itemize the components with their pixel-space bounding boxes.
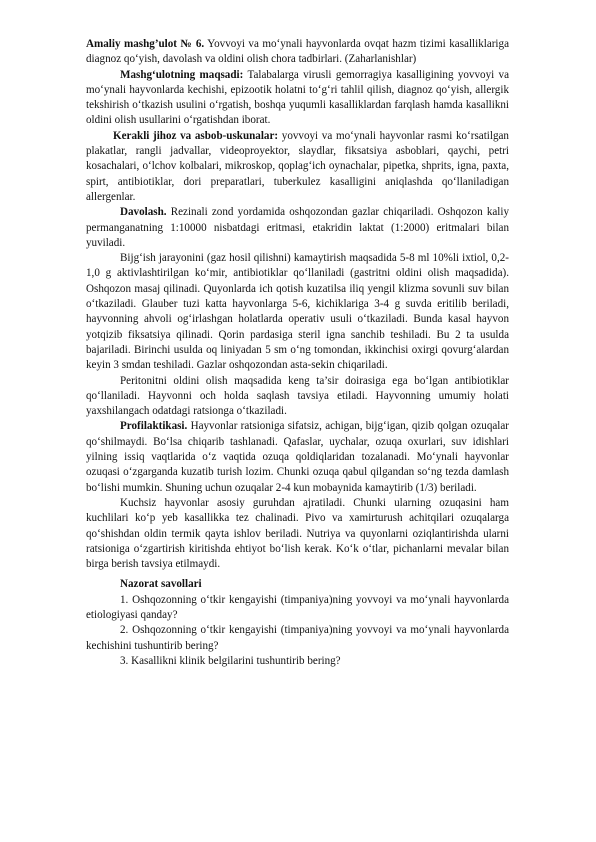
lesson-topic: Yovvoyi va mo‘ynali hayvonlarda ovqat hazm tizimi kasalliklariga diagnoz qo‘yish, davolash va oldini olish chora tadbirlari. (Zaharlanishlar) [86, 38, 509, 66]
intro-paragraph [86, 37, 509, 68]
control-question: 1. Oshqozonning o‘tkir kengayishi (timpaniya)ning yovvoyi va mo‘ynali hayvonlarda etiologiyasi qanday? [86, 593, 509, 621]
document-page [86, 37, 509, 669]
goal-paragraph [86, 68, 509, 129]
treatment-paragraph-3: Peritonitni oldini olish maqsadida keng ta’sir doirasiga ega bo‘lgan antibiotiklar qo‘llaniladi. Hayvonni och holda saqlash tavsiya etiladi. Hayvonning umumiy holati yaxshilangach odatdagi ratsionga o‘tkaziladi. [86, 374, 509, 418]
prevention-paragraph [86, 419, 509, 495]
lesson-title: Amaliy mashg’ulot № 6. [86, 38, 205, 50]
equipment-paragraph [86, 129, 509, 205]
goal-label: Mashg‘ulotning maqsadi: [120, 68, 244, 81]
equipment-label: Kerakli jihoz va asbob-uskunalar: [113, 129, 279, 142]
equipment-text: yovvoyi va mo‘ynali hayvonlar rasmi ko‘rsatilgan plakatlar, rangli jadvallar, videoproyektor, slaydlar, fiksatsiya asboblari, qaychi, petri kosachalari, o‘lchov kolbalari, mikroskop, qoplag‘ich oynachalar, pipetka, shprits, igna, paxta, spirt, antibiotiklar, dori preparatlari, tuberkulez kasalligini aniqlashda qo‘llaniladigan allergenlar. [86, 129, 509, 203]
prevention-text: Hayvonlar ratsioniga sifatsiz, achigan, bijg‘igan, qizib qolgan ozuqalar qo‘shilmaydi. Bo‘lsa chiqarib tashlanadi. Qafaslar, uychalar, ozuqa oxurlari, suv idishlari yilning issiq vaqtlarida o‘z vaqtida ozuqa qoldiqlaridan tozalanadi. Mo‘ynali hayvonlar ozuqasi o‘zgarganda kuzatib turish lozim. Chunki ozuqa qabul qilgandan so‘ng tezda damlash bo‘lishi mumkin. Shuning uchun ozuqalar 2-4 kun mobaynida kamaytirib (1/3) beriladi. [86, 420, 509, 494]
treatment-paragraph [86, 205, 509, 251]
prevention-label: Profilaktikasi. [120, 420, 188, 433]
goal-text: Talabalarga virusli gemorragiya kasalligining yovvoyi va mo‘ynali hayvonlarda kechishi, epizootik holatni to‘g‘ri tahlil qilish, diagnoz qo‘yish, allergik tekshirish o‘tkazish usulini o‘rgatish, boshqa yuqumli kasalliklardan farqlash hamda kasallikni oldini olish usullarini o‘rgatishdan iborat. [86, 68, 510, 127]
control-question: 2. Oshqozonning o‘tkir kengayishi (timpaniya)ning yovvoyi va mo‘ynali hayvonlarda kechishini tushuntirib bering? [86, 624, 509, 652]
control-questions-heading: Nazorat savollari [120, 578, 202, 591]
prevention-paragraph-2: Kuchsiz hayvonlar asosiy guruhdan ajratiladi. Chunki ularning ozuqasini ham kuchlilari ko‘p yeb kasallikka tez chalinadi. Pivo va xamirturush achitqilari ozuqalarga qo‘shishdan oldin termik qayta ishlov beriladi. Nutriya va quyonlarni oziqlantirishda ularni ratsioniga o‘zgartirish kiritishda ehtiyot bo‘lish kerak. Ko‘k o‘tlar, pichanlarni mevalar bilan birga berish tavsiya etilmaydi. [86, 496, 509, 571]
treatment-text: Rezinali zond yordamida oshqozondan gazlar chiqariladi. Oshqozon kaliy permanganatning 1:10000 nisbatdagi eritmasi, etakridin laktat (1:2000) eritmalari bilan yuviladi. [86, 206, 509, 249]
treatment-paragraph-2: Bijg‘ish jarayonini (gaz hosil qilishni) kamaytirish maqsadida 5-8 ml 10%li ixtiol, 0,2-1,0 g aktivlashtirilgan ko‘mir, antibiotiklar qo‘llaniladi (gastritni oldini olish maqsadida). Oshqozon masaj qilinadi. Quyonlarda ich qotish kuzatilsa iliq yengil klizma sovunli suv bilan o‘tkaziladi. Glauber tuzi katta hayvonlarga 5-6, kichiklariga 3-4 g suvda eritilib beriladi, hayvonning ahvoli og‘irlashgan holatlarda operativ usuli o‘tkaziladi. Bunda kasal hayvon yotqizib fiksatsiya qilinadi. Qorin pardasiga steril igna sanchib teshiladi. Bu 2 ta usulda bajariladi. Birinchi usulda oq liniyadan 5 sm o‘ng tomondan, ikkinchisi oxirgi qovurg‘alardan keyin 3 smdan teshiladi. Gazlar oshqozondan asta-sekin chiqariladi. [86, 252, 509, 372]
control-question: 3. Kasallikni klinik belgilarini tushuntirib bering? [120, 654, 341, 667]
treatment-label: Davolash. [120, 206, 167, 219]
